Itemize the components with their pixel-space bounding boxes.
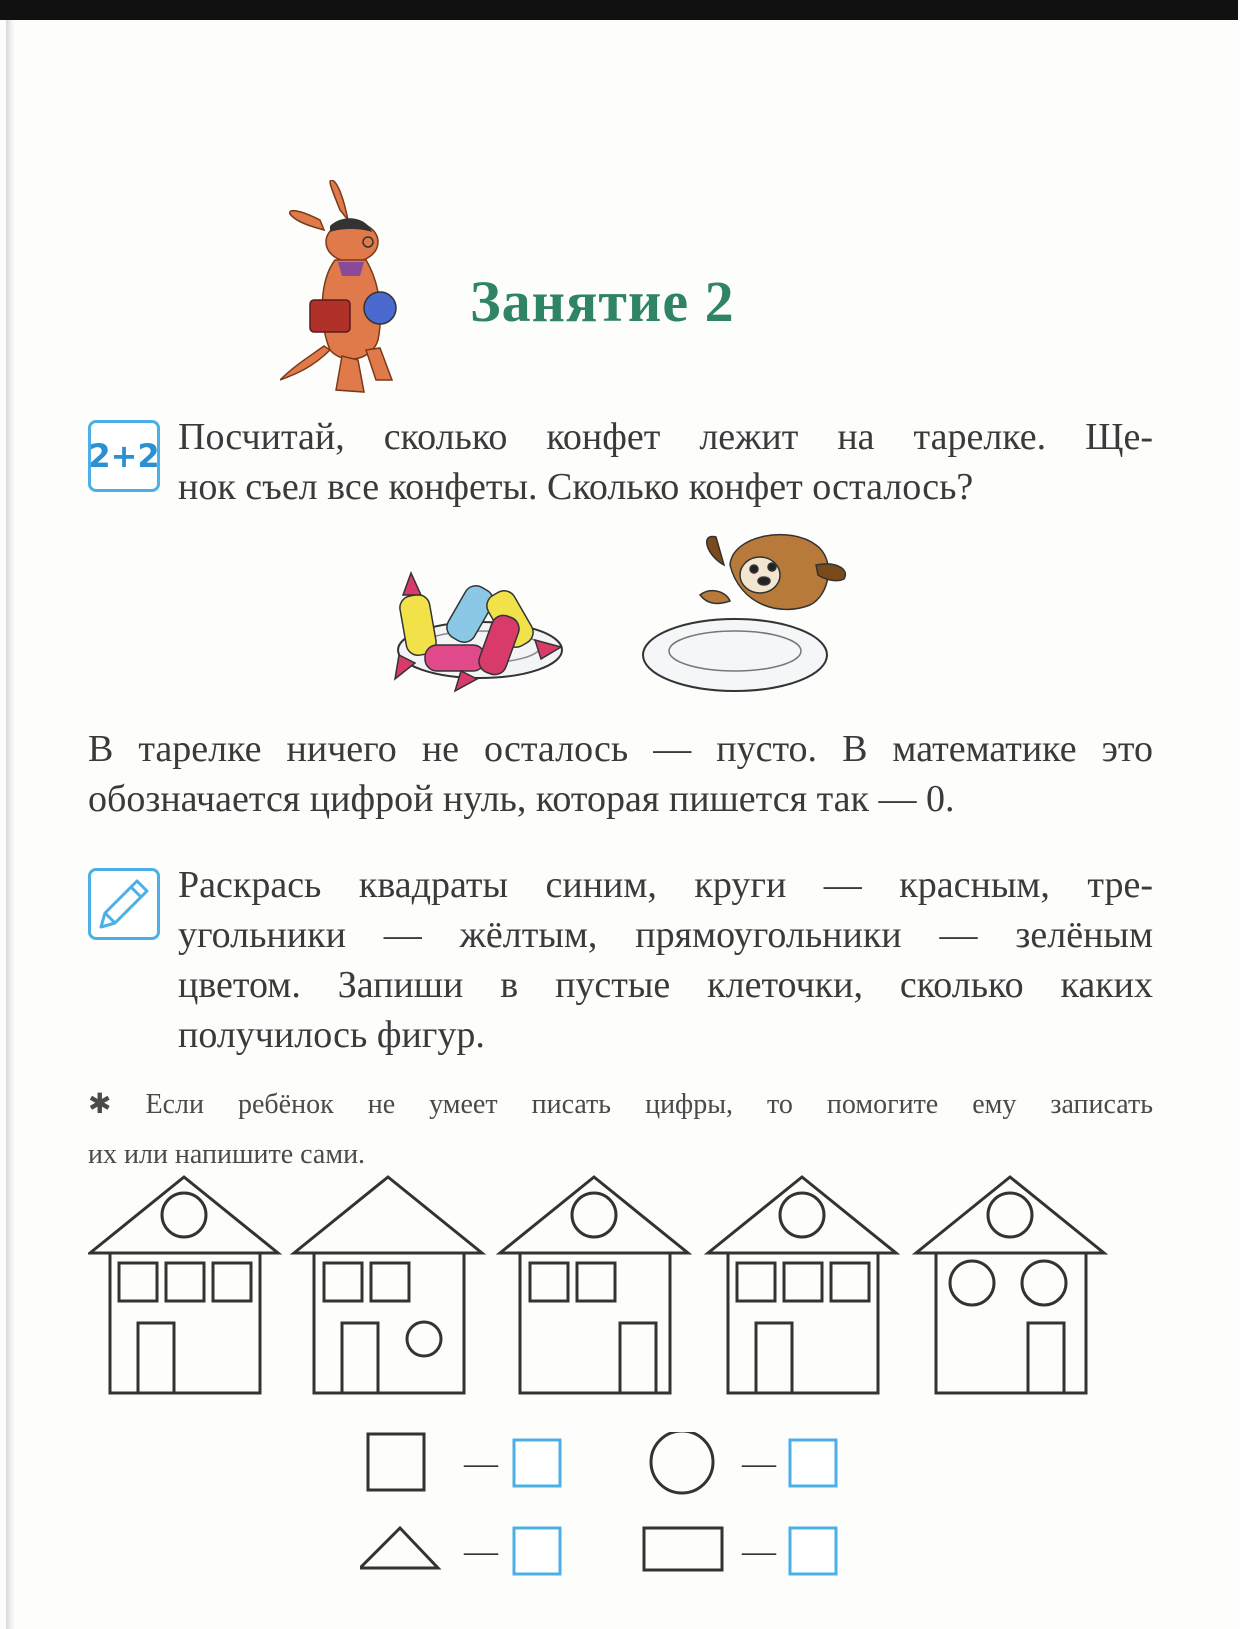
note-line: ✱ Если ребёнок не умеет писать цифры, то помогите ему записать: [88, 1089, 1153, 1120]
note-line: их или напишите сами.: [88, 1139, 366, 1170]
top-edge-bar: [0, 0, 1238, 20]
task1-line: Посчитай, сколько конфет лежит на тарелке. Ще-: [178, 416, 1153, 458]
explanation-line: обозначается цифрой нуль, которая пишется так — 0.: [88, 778, 955, 820]
answer-box-circles[interactable]: [790, 1440, 836, 1486]
math-badge-label: 2+2: [88, 437, 160, 475]
dash-triangles: —: [464, 1533, 498, 1570]
candies-on-plate-illustration: [385, 555, 585, 700]
task2-line: получилось фигур.: [178, 1014, 485, 1056]
explanation-line: В тарелке ничего не осталось — пусто. В математике это: [88, 728, 1153, 770]
pencil-task-icon: [88, 868, 160, 940]
dash-squares: —: [464, 1445, 498, 1482]
legend-triangle: [360, 1528, 438, 1568]
page-right-edge: [1240, 0, 1254, 1629]
task2-line: Раскрась квадраты синим, круги — красным, тре-: [178, 864, 1153, 906]
task2-line: цветом. Запиши в пустые клеточки, сколько каких: [178, 964, 1153, 1006]
legend-rectangle: [644, 1528, 722, 1570]
dash-rectangles: —: [742, 1533, 776, 1570]
page-spine-shadow: [6, 20, 16, 1629]
shape-count-legend: [360, 1432, 900, 1582]
house-2: [294, 1177, 482, 1393]
lesson-title: Занятие 2: [470, 269, 735, 334]
task1-line: нок съел все конфеты. Сколько конфет осталось?: [178, 466, 974, 508]
legend-circle: [651, 1432, 713, 1493]
legend-shapes: [360, 1432, 900, 1582]
house-4: [708, 1177, 896, 1393]
task2-text: [178, 860, 1153, 1060]
house-5: [916, 1177, 1104, 1393]
parent-note: [88, 1080, 1153, 1180]
house-1: [90, 1177, 278, 1393]
kangaroo-illustration: [280, 180, 410, 410]
task2-line: угольники — жёлтым, прямоугольники — зелёным: [178, 914, 1153, 956]
pencil-icon: [91, 871, 157, 937]
answer-box-squares[interactable]: [514, 1440, 560, 1486]
house-3: [500, 1177, 688, 1393]
legend-square: [368, 1434, 424, 1490]
zero-explanation: [88, 724, 1153, 824]
math-task-icon: [88, 420, 160, 492]
answer-box-rectangles[interactable]: [790, 1528, 836, 1574]
answer-box-triangles[interactable]: [514, 1528, 560, 1574]
houses-shapes-figure: [88, 1175, 1168, 1415]
task1-text: [178, 412, 1153, 512]
dash-circles: —: [742, 1445, 776, 1482]
puppy-empty-plate-illustration: [640, 525, 870, 705]
